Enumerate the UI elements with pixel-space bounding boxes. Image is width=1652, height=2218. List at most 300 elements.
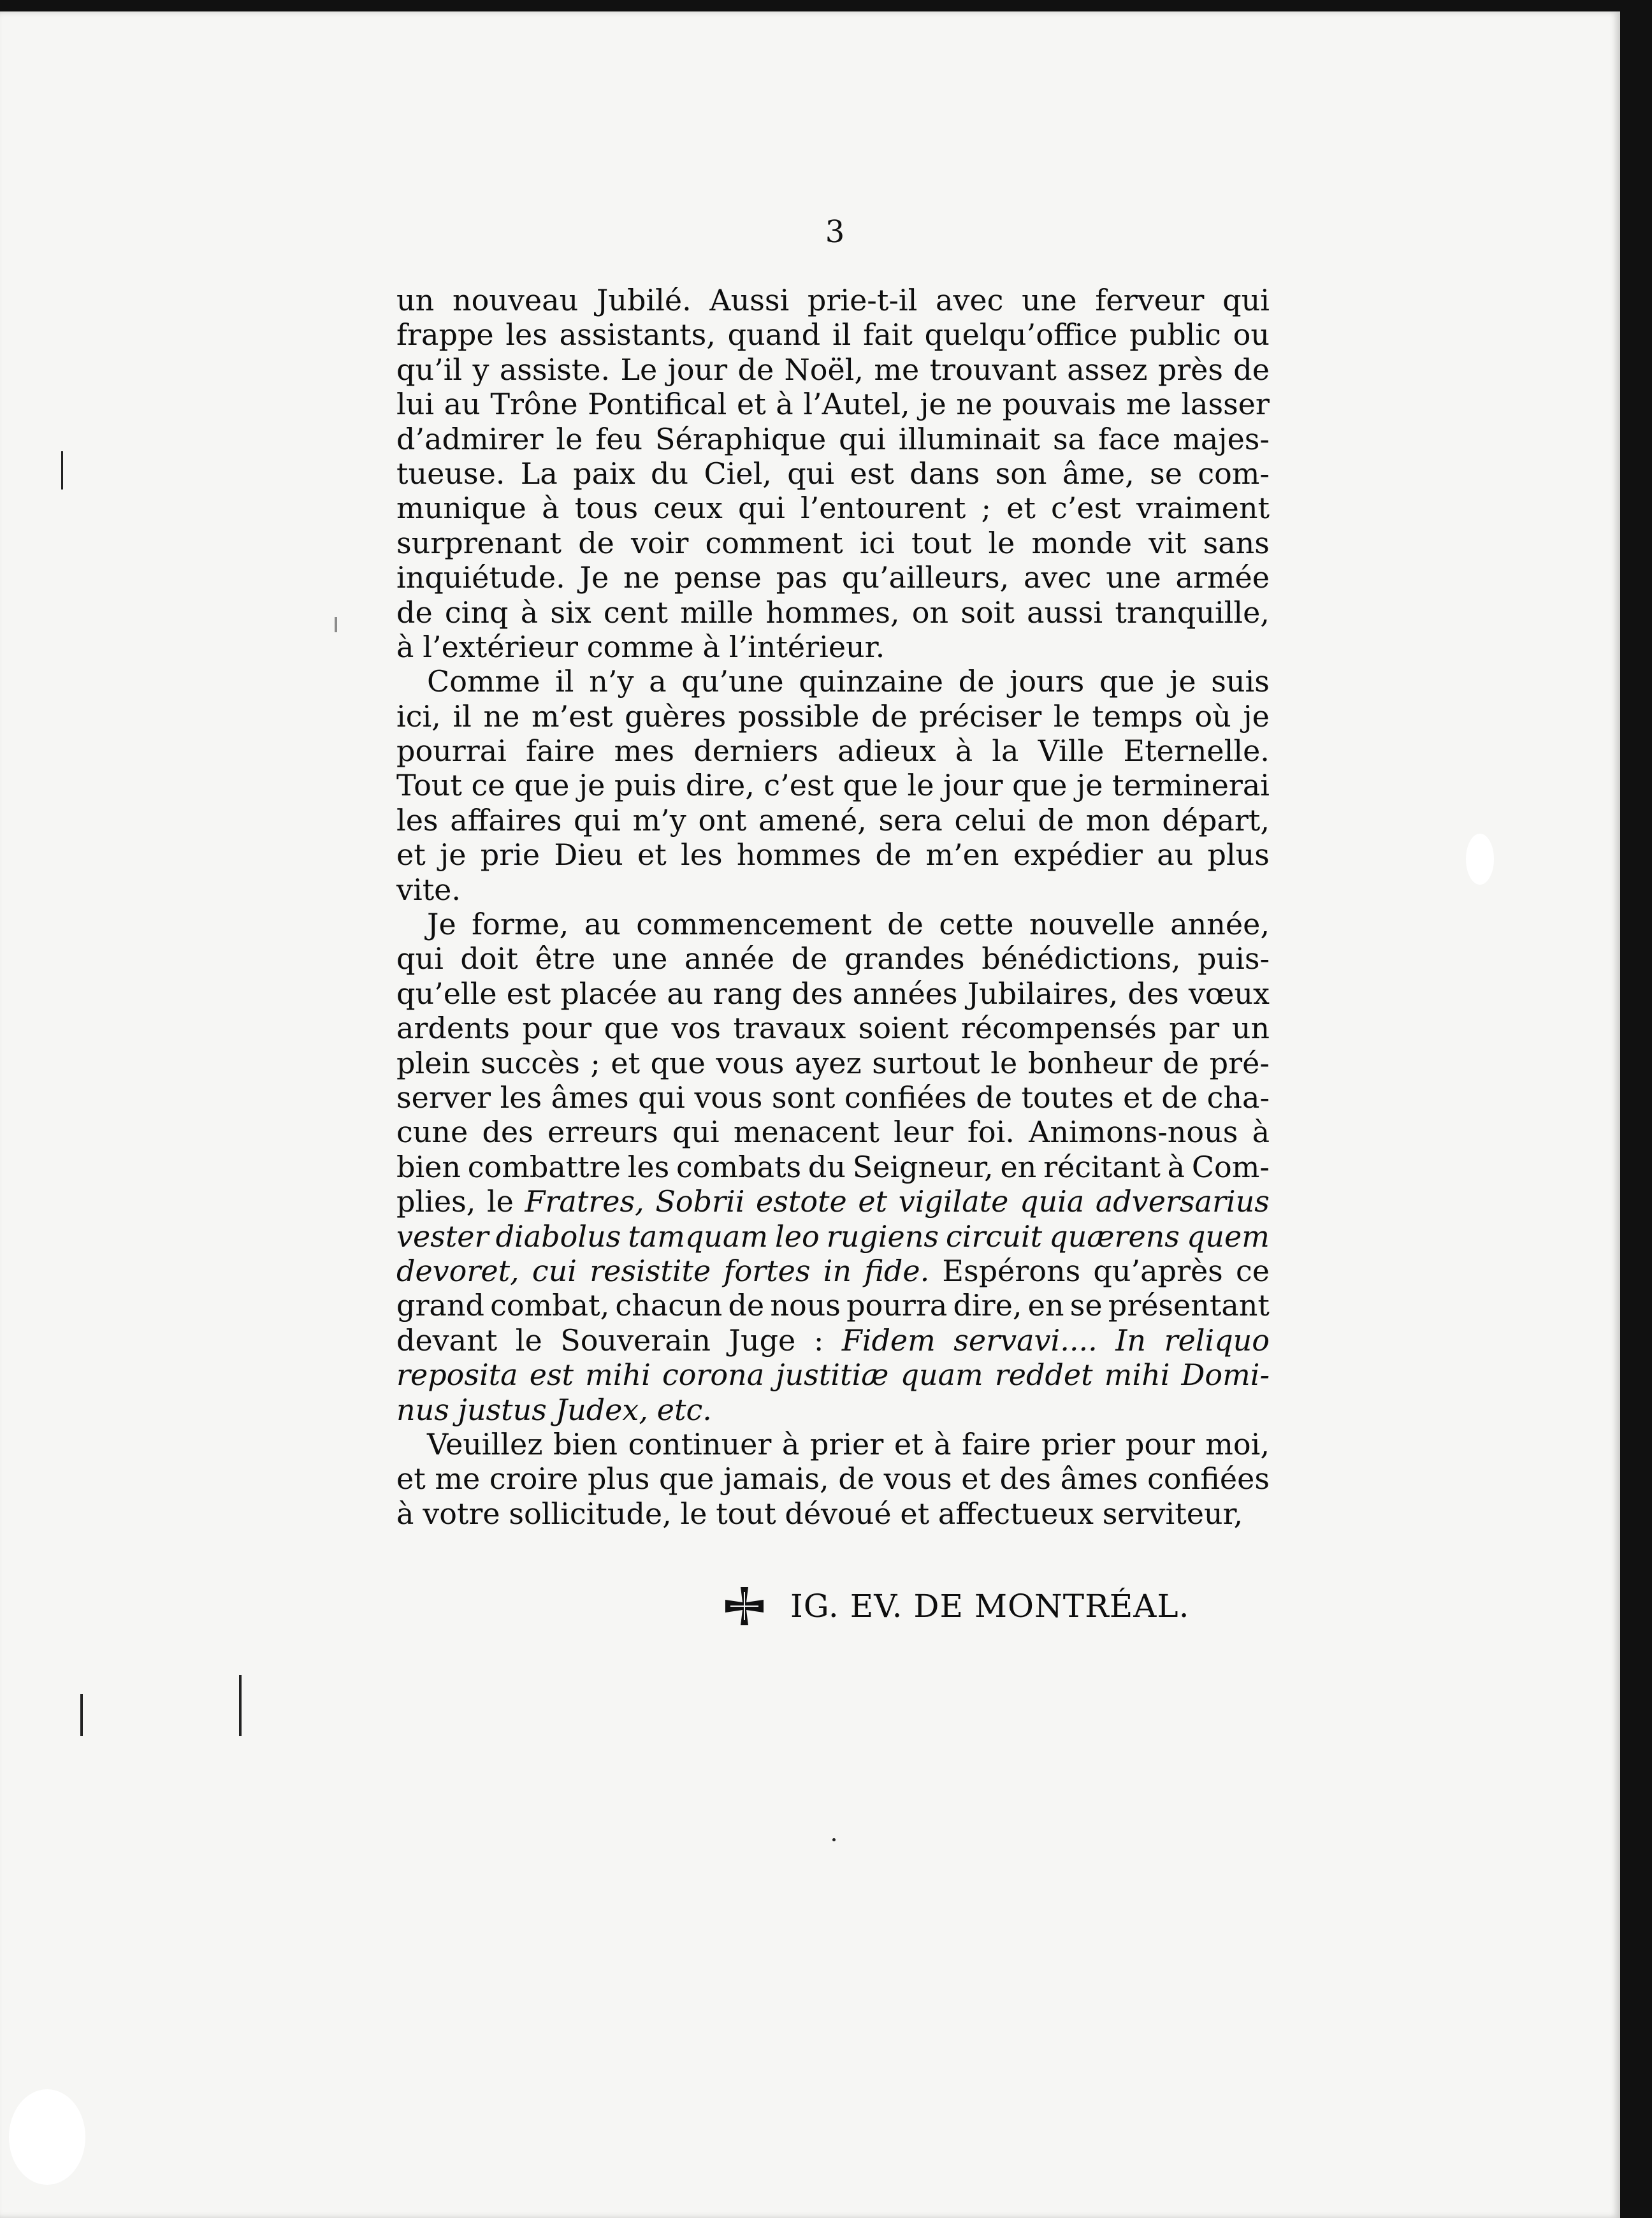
word: justus bbox=[458, 1392, 547, 1427]
word: préciser bbox=[919, 699, 1042, 734]
word: au bbox=[667, 976, 704, 1011]
word: Domi- bbox=[1181, 1358, 1270, 1393]
word: Juge bbox=[728, 1323, 796, 1358]
word: illuminait bbox=[898, 421, 1041, 456]
text-line bbox=[396, 837, 1270, 872]
word: Pontifical bbox=[588, 387, 727, 422]
word: de bbox=[871, 699, 908, 734]
word: n’y bbox=[589, 664, 634, 699]
word: âmes bbox=[1060, 1461, 1138, 1497]
word: surprenant bbox=[396, 525, 562, 560]
word: placée bbox=[560, 976, 658, 1011]
text-line bbox=[396, 734, 1270, 768]
word: de bbox=[578, 525, 614, 560]
word: bien bbox=[553, 1426, 618, 1461]
word: reposita bbox=[396, 1358, 518, 1393]
word: est bbox=[850, 456, 894, 491]
word: de bbox=[958, 664, 995, 699]
word: puis- bbox=[1198, 941, 1270, 976]
word: fait bbox=[863, 317, 913, 352]
word: assez bbox=[1067, 352, 1148, 387]
text-line bbox=[396, 352, 1270, 387]
word: in bbox=[823, 1253, 852, 1288]
word: ou bbox=[1233, 317, 1270, 352]
word: de bbox=[1038, 802, 1074, 837]
word: cui bbox=[532, 1253, 577, 1288]
word: année, bbox=[1170, 907, 1270, 942]
word: munique bbox=[396, 491, 526, 526]
word: les bbox=[500, 1080, 542, 1115]
word: l’entourent bbox=[800, 491, 966, 526]
word: croire bbox=[489, 1461, 579, 1497]
word: puis bbox=[614, 768, 677, 803]
word: c’est bbox=[764, 768, 834, 803]
word: m’en bbox=[925, 837, 999, 873]
word: vraiment bbox=[1136, 491, 1270, 526]
word: au bbox=[1157, 837, 1194, 873]
word: le bbox=[515, 1323, 542, 1358]
word: public bbox=[1129, 317, 1221, 352]
text-line bbox=[396, 907, 1270, 941]
word: menacent bbox=[733, 1115, 880, 1150]
signature-text: IG. EV. DE MONTRÉAL. bbox=[790, 1588, 1190, 1625]
text-line bbox=[396, 422, 1270, 456]
word: continuer bbox=[628, 1426, 772, 1461]
word: prie bbox=[480, 837, 540, 873]
scan-blot bbox=[1466, 834, 1494, 885]
text-line bbox=[396, 1323, 1270, 1358]
word: circuit bbox=[946, 1219, 1043, 1254]
word: le bbox=[907, 768, 934, 803]
word: que bbox=[659, 1461, 714, 1497]
word: récompensés bbox=[960, 1011, 1157, 1046]
word: il bbox=[832, 317, 851, 352]
word: prier bbox=[809, 1426, 884, 1461]
word: à bbox=[955, 734, 973, 769]
word: Souverain bbox=[560, 1323, 711, 1358]
word: pourrai bbox=[396, 734, 507, 769]
word: rugiens bbox=[826, 1219, 939, 1254]
word: Aussi bbox=[709, 283, 790, 317]
word: la bbox=[992, 734, 1019, 769]
word: vœux bbox=[1188, 976, 1270, 1011]
word: aussi bbox=[1027, 595, 1103, 630]
word: Dieu bbox=[554, 837, 623, 873]
word: m’est bbox=[531, 699, 613, 734]
word: de bbox=[1163, 1045, 1199, 1080]
word: Sobrii bbox=[655, 1184, 745, 1219]
word: on bbox=[911, 595, 949, 630]
word: à bbox=[934, 1426, 952, 1461]
word: toutes bbox=[1021, 1080, 1114, 1115]
word: Je bbox=[427, 907, 456, 942]
word: celui bbox=[954, 802, 1026, 837]
word: amené, bbox=[758, 802, 867, 837]
word: vous bbox=[716, 1045, 785, 1080]
word: face bbox=[1098, 421, 1161, 456]
word: Tout bbox=[396, 768, 462, 803]
word: par bbox=[1169, 1011, 1220, 1046]
word: années bbox=[852, 976, 958, 1011]
word: je bbox=[439, 837, 467, 873]
text-line bbox=[396, 1393, 1270, 1427]
word: une bbox=[612, 941, 668, 976]
word: à bbox=[1252, 1115, 1270, 1150]
word: que bbox=[604, 1011, 659, 1046]
word: de bbox=[875, 837, 912, 873]
text-line bbox=[396, 1080, 1270, 1115]
text-line bbox=[396, 1046, 1270, 1080]
word: mihi bbox=[1104, 1358, 1170, 1393]
word: comme bbox=[586, 629, 694, 664]
word: In bbox=[1115, 1323, 1147, 1358]
word: est bbox=[529, 1358, 574, 1393]
word: ne bbox=[623, 560, 660, 595]
word: du bbox=[808, 1149, 846, 1184]
word: nous bbox=[770, 1288, 841, 1323]
word: qui bbox=[672, 1115, 720, 1150]
scan-mark bbox=[335, 617, 337, 632]
word: adieux bbox=[837, 734, 936, 769]
word: soient bbox=[858, 1011, 949, 1046]
word: et bbox=[900, 1496, 930, 1531]
word: sont bbox=[771, 1080, 836, 1115]
word: en bbox=[1027, 1288, 1064, 1323]
word: l’Autel, bbox=[803, 387, 910, 422]
word: à bbox=[781, 1426, 800, 1461]
text-line bbox=[396, 1219, 1270, 1254]
word: une bbox=[1106, 560, 1161, 595]
word: combats bbox=[676, 1149, 802, 1184]
word: du bbox=[651, 456, 689, 491]
word: me bbox=[1126, 387, 1171, 422]
word: doit bbox=[460, 941, 518, 976]
text-line bbox=[396, 1184, 1270, 1219]
word: et bbox=[396, 837, 426, 873]
word: nus bbox=[396, 1392, 449, 1427]
word: fide. bbox=[864, 1253, 930, 1288]
word: Le bbox=[620, 352, 658, 387]
word: pourra bbox=[846, 1288, 948, 1323]
word: en bbox=[1000, 1149, 1037, 1184]
word: ; bbox=[981, 491, 991, 526]
word: et bbox=[894, 1426, 924, 1461]
word: pouvais bbox=[1002, 387, 1117, 422]
text-line bbox=[396, 873, 1270, 907]
word: quærens bbox=[1049, 1219, 1180, 1254]
word: votre bbox=[423, 1496, 500, 1531]
text-line bbox=[396, 976, 1270, 1011]
word: quam bbox=[900, 1358, 983, 1393]
word: assistants, bbox=[559, 317, 716, 352]
letter-body bbox=[396, 283, 1270, 1531]
word: prier bbox=[1041, 1426, 1115, 1461]
word: devant bbox=[396, 1323, 498, 1358]
word: Judex, bbox=[555, 1392, 648, 1427]
word: qu’ailleurs, bbox=[841, 560, 1010, 595]
word: com- bbox=[1198, 456, 1270, 491]
word: servavi.... bbox=[953, 1323, 1098, 1358]
word: pré- bbox=[1209, 1045, 1270, 1080]
word: nouvelle bbox=[1029, 907, 1155, 942]
word: être bbox=[535, 941, 596, 976]
word: un bbox=[396, 283, 435, 317]
word: de bbox=[887, 907, 924, 942]
word: des bbox=[792, 976, 843, 1011]
word: justitiæ bbox=[776, 1358, 889, 1393]
word: six bbox=[550, 595, 591, 630]
word: qui bbox=[738, 491, 785, 526]
word: se bbox=[1150, 456, 1182, 491]
word: La bbox=[520, 456, 558, 491]
text-line bbox=[396, 317, 1270, 352]
scan-blot bbox=[9, 2089, 85, 2185]
word: ardents bbox=[396, 1011, 510, 1046]
word: plus bbox=[1207, 837, 1270, 873]
word: cent bbox=[603, 595, 669, 630]
scan-mark bbox=[80, 1694, 83, 1736]
word: mon bbox=[1085, 802, 1150, 837]
word: une bbox=[1022, 283, 1077, 317]
word: dans bbox=[909, 456, 980, 491]
word: pense bbox=[674, 560, 762, 595]
word: à bbox=[1167, 1149, 1185, 1184]
word: quelqu’office bbox=[924, 317, 1118, 352]
text-line bbox=[396, 1427, 1270, 1461]
word: Trône bbox=[490, 387, 578, 422]
word: nouveau bbox=[452, 283, 579, 317]
word: c’est bbox=[1051, 491, 1121, 526]
word: à bbox=[702, 629, 720, 664]
word: cha- bbox=[1206, 1080, 1270, 1115]
text-line bbox=[396, 803, 1270, 837]
word: plein bbox=[396, 1045, 470, 1080]
word: sans bbox=[1203, 525, 1270, 560]
word: récitant bbox=[1043, 1149, 1161, 1184]
word: je bbox=[1076, 768, 1103, 803]
word: jamais, bbox=[723, 1461, 829, 1497]
word: cette bbox=[939, 907, 1014, 942]
word: de bbox=[396, 595, 433, 630]
word: pas bbox=[776, 560, 828, 595]
text-line bbox=[396, 560, 1270, 595]
word: hommes bbox=[736, 837, 862, 873]
word: le bbox=[1053, 699, 1080, 734]
text-line bbox=[396, 526, 1270, 560]
word: server bbox=[396, 1080, 491, 1115]
word: Noël, bbox=[784, 352, 864, 387]
word: Fratres, bbox=[525, 1184, 644, 1219]
word: d’admirer bbox=[396, 421, 544, 456]
word: des bbox=[482, 1115, 533, 1150]
text-line bbox=[396, 283, 1270, 317]
word: dévoué bbox=[785, 1496, 892, 1531]
word: de bbox=[791, 941, 828, 976]
word: ne bbox=[956, 387, 993, 422]
word: quinzaine bbox=[799, 664, 943, 699]
word: de bbox=[1233, 352, 1270, 387]
word: Séraphique bbox=[655, 421, 827, 456]
word: je bbox=[1170, 664, 1196, 699]
word: plies, bbox=[396, 1184, 476, 1219]
word: Animons-nous bbox=[1029, 1115, 1238, 1150]
word: sollicitude, bbox=[509, 1496, 672, 1531]
word: : bbox=[813, 1323, 824, 1358]
word: serviteur, bbox=[1102, 1496, 1243, 1531]
word: et bbox=[1006, 491, 1036, 526]
word: travaux bbox=[733, 1011, 846, 1046]
word: commencement bbox=[636, 907, 872, 942]
word: moi, bbox=[1205, 1426, 1270, 1461]
word: départ, bbox=[1162, 802, 1270, 837]
text-line bbox=[396, 491, 1270, 525]
word: grand bbox=[396, 1288, 484, 1323]
text-line bbox=[396, 1288, 1270, 1323]
word: jour bbox=[943, 768, 1003, 803]
word: et bbox=[736, 387, 766, 422]
text-line bbox=[396, 699, 1270, 734]
word: qu’après bbox=[1093, 1253, 1223, 1288]
word: ayez bbox=[794, 1045, 862, 1080]
word: quand bbox=[727, 317, 821, 352]
word: les bbox=[627, 1149, 670, 1184]
word: le bbox=[680, 1496, 707, 1531]
word: leur bbox=[894, 1115, 953, 1150]
word: Seigneur, bbox=[852, 1149, 994, 1184]
text-line bbox=[396, 595, 1270, 630]
word: mihi bbox=[585, 1358, 651, 1393]
word: soit bbox=[960, 595, 1015, 630]
word: que bbox=[843, 768, 898, 803]
word: âme, bbox=[1062, 456, 1134, 491]
word: qu’il bbox=[396, 352, 463, 387]
word: qui bbox=[1222, 283, 1270, 317]
word: à bbox=[396, 629, 414, 664]
word: tranquille, bbox=[1115, 595, 1270, 630]
word: qui bbox=[396, 941, 444, 976]
word: ferveur bbox=[1095, 283, 1205, 317]
word: rang bbox=[713, 976, 783, 1011]
scan-mark bbox=[832, 1838, 836, 1841]
word: le bbox=[556, 421, 583, 456]
word: combat, bbox=[490, 1288, 610, 1323]
word: il bbox=[453, 699, 472, 734]
word: est bbox=[506, 976, 551, 1011]
word: monde bbox=[1031, 525, 1133, 560]
word: me bbox=[435, 1461, 481, 1497]
word: tout bbox=[716, 1496, 776, 1531]
word: des bbox=[1127, 976, 1179, 1011]
word: que bbox=[1099, 664, 1155, 699]
text-line bbox=[396, 1254, 1270, 1288]
word: temps bbox=[1092, 699, 1183, 734]
scan-mark bbox=[61, 451, 63, 489]
word: voir bbox=[631, 525, 689, 560]
word: frappe bbox=[396, 317, 494, 352]
word: vite. bbox=[396, 872, 461, 907]
word: confiées bbox=[844, 1080, 967, 1115]
word: avec bbox=[936, 283, 1004, 317]
word: à bbox=[542, 491, 560, 526]
word: jours bbox=[1010, 664, 1085, 699]
word: bien bbox=[396, 1149, 461, 1184]
word: année bbox=[684, 941, 775, 976]
word: lui bbox=[396, 387, 435, 422]
text-line bbox=[396, 1358, 1270, 1392]
signature bbox=[724, 1586, 1189, 1627]
word: qu’une bbox=[681, 664, 784, 699]
word: le bbox=[486, 1184, 514, 1219]
word: vester bbox=[396, 1219, 489, 1254]
word: au bbox=[584, 907, 621, 942]
word: à bbox=[520, 595, 539, 630]
word: reddet bbox=[994, 1358, 1093, 1393]
word: de bbox=[838, 1461, 874, 1497]
word: de bbox=[1161, 1080, 1198, 1115]
word: ont bbox=[698, 802, 747, 837]
word: paix bbox=[573, 456, 635, 491]
word: quem bbox=[1186, 1219, 1270, 1254]
word: affectueux bbox=[938, 1496, 1094, 1531]
word: Comme bbox=[427, 664, 540, 699]
word: dire, bbox=[685, 768, 755, 803]
word: fortes bbox=[723, 1253, 811, 1288]
word: ; bbox=[590, 1045, 600, 1080]
word: tout bbox=[911, 525, 972, 560]
word: corona bbox=[662, 1358, 765, 1393]
word: suis bbox=[1211, 664, 1270, 699]
word: sa bbox=[1053, 421, 1086, 456]
word: ici, bbox=[396, 699, 441, 734]
word: inquiétude. bbox=[396, 560, 565, 595]
word: Ville bbox=[1038, 734, 1105, 769]
word: ici bbox=[859, 525, 895, 560]
word: guères bbox=[625, 699, 727, 734]
word: possible bbox=[737, 699, 860, 734]
word: leo bbox=[775, 1219, 820, 1254]
word: erreurs bbox=[547, 1115, 658, 1150]
word: derniers bbox=[693, 734, 819, 769]
text-line bbox=[396, 387, 1270, 421]
word: surtout bbox=[872, 1045, 980, 1080]
word: reliquo bbox=[1164, 1323, 1270, 1358]
word: près bbox=[1157, 352, 1223, 387]
word: de bbox=[737, 352, 774, 387]
word: combattre bbox=[467, 1149, 621, 1184]
word: le bbox=[990, 1045, 1018, 1080]
word: affaires bbox=[450, 802, 562, 837]
word: présentant bbox=[1108, 1288, 1270, 1323]
page-number: 3 bbox=[825, 214, 845, 250]
word: cune bbox=[396, 1115, 468, 1150]
word: où bbox=[1194, 699, 1231, 734]
word: estote bbox=[756, 1184, 847, 1219]
word: Com- bbox=[1191, 1149, 1270, 1184]
word: le bbox=[988, 525, 1015, 560]
word: Fidem bbox=[841, 1323, 936, 1358]
word: foi. bbox=[967, 1115, 1015, 1150]
word: ce bbox=[471, 768, 505, 803]
word: vous bbox=[883, 1461, 952, 1497]
word: l’intérieur. bbox=[728, 629, 885, 664]
word: dire, bbox=[953, 1288, 1022, 1323]
word: au bbox=[444, 387, 481, 422]
word: tamquam bbox=[628, 1219, 768, 1254]
text-line bbox=[396, 1115, 1270, 1149]
word: succès bbox=[481, 1045, 580, 1080]
text-line bbox=[396, 456, 1270, 491]
word: qui bbox=[787, 456, 835, 491]
